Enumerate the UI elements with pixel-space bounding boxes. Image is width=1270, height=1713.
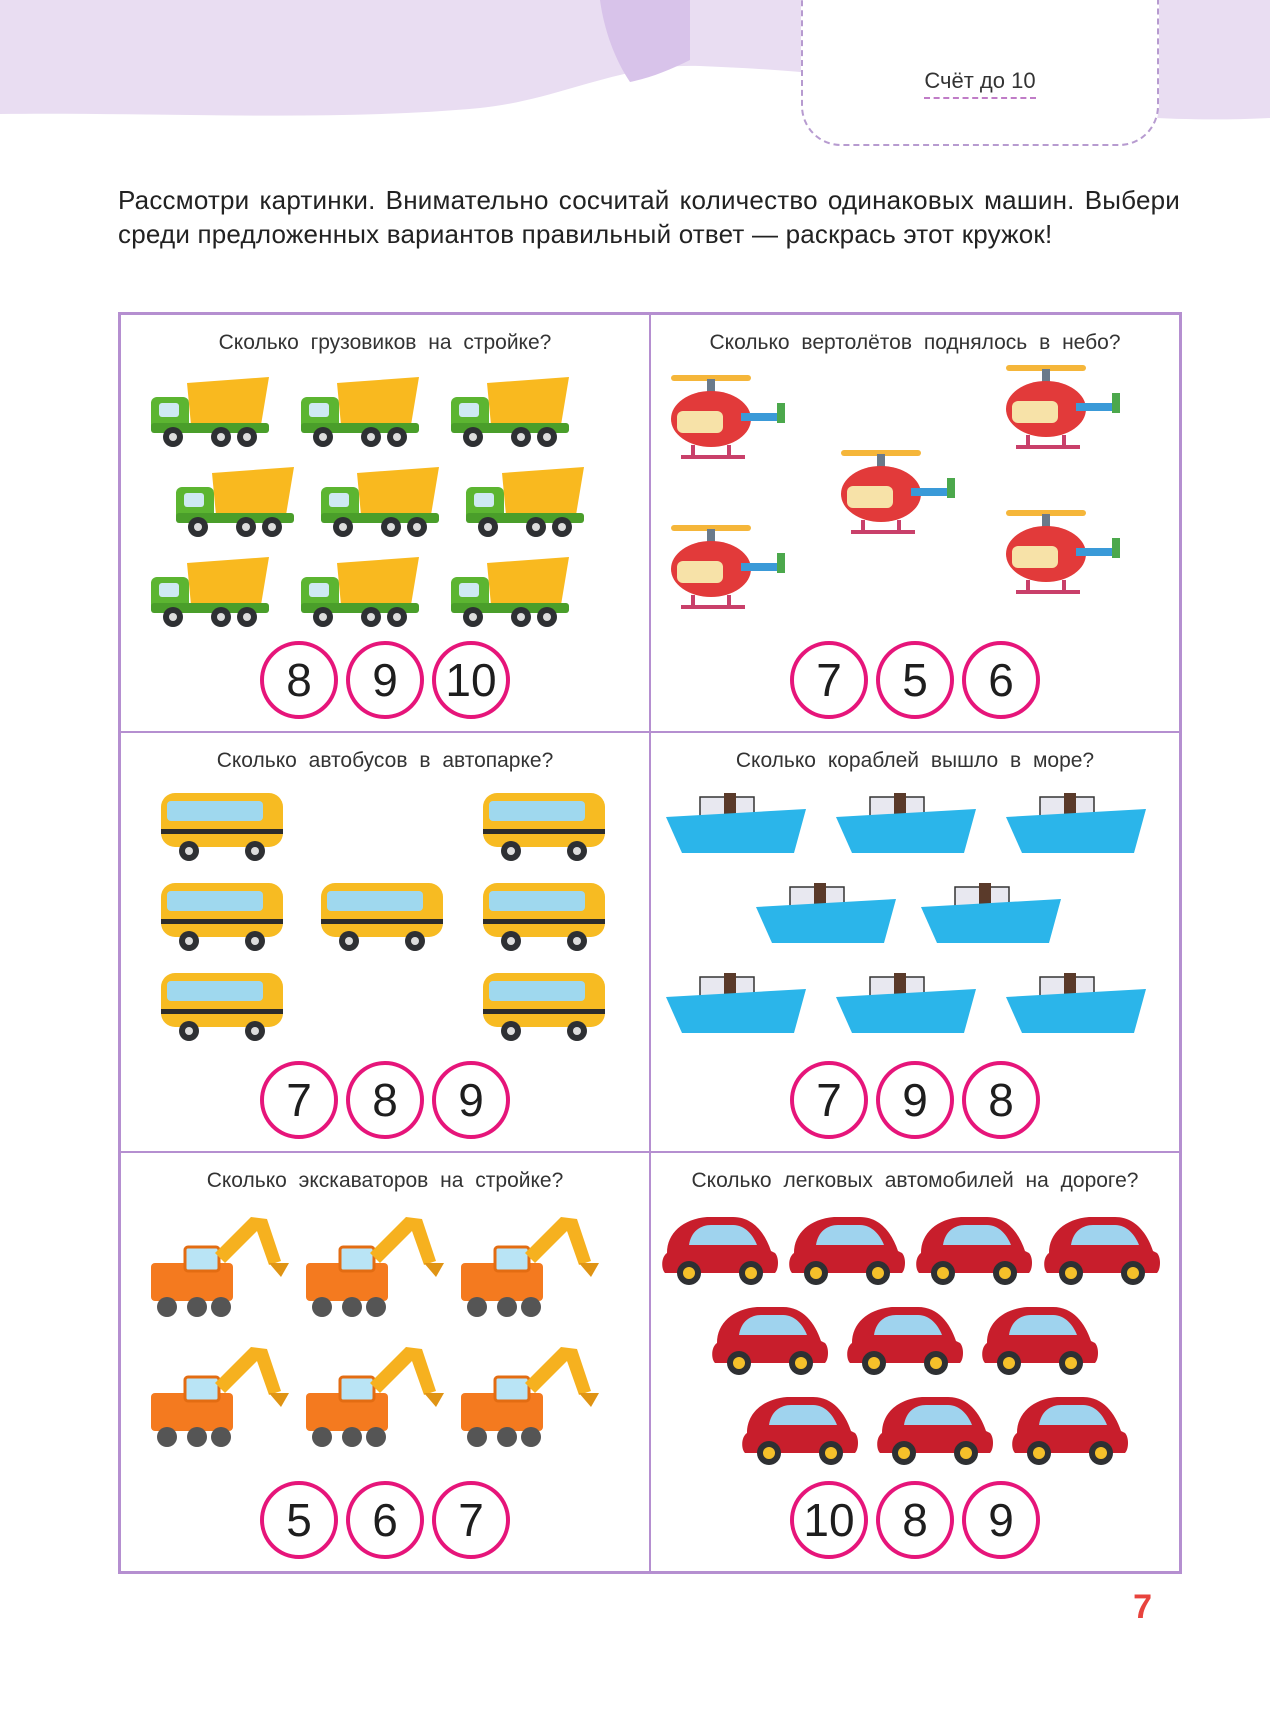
question: Сколько легковых автомобилей на дороге? <box>691 1169 1139 1192</box>
task-cars <box>650 1152 1180 1572</box>
answer-options <box>121 1481 649 1559</box>
answer-option[interactable]: 8 <box>346 1061 424 1139</box>
answer-options <box>121 641 649 719</box>
answer-option[interactable]: 7 <box>790 1061 868 1139</box>
bus-icon <box>121 783 651 1073</box>
answer-option[interactable]: 9 <box>962 1481 1040 1559</box>
task-helicopters <box>650 314 1180 732</box>
helicopter-icon <box>651 365 1181 655</box>
answer-option[interactable]: 8 <box>876 1481 954 1559</box>
question: Сколько экскаваторов на стройке? <box>206 1169 564 1192</box>
answer-option[interactable]: 8 <box>260 641 338 719</box>
task-excavators <box>120 1152 650 1572</box>
answer-option[interactable]: 7 <box>432 1481 510 1559</box>
question: Сколько автобусов в автопарке? <box>216 749 554 772</box>
answer-option[interactable]: 7 <box>790 641 868 719</box>
answer-option[interactable]: 6 <box>962 641 1040 719</box>
answer-option[interactable]: 9 <box>346 641 424 719</box>
task-ships <box>650 732 1180 1152</box>
instruction-text: Рассмотри картинки. Внимательно сосчитай количество одинаковых машин. Выбери среди предложенных вариантов правильный ответ — раскрась этот кружок! <box>118 185 1180 249</box>
task-trucks <box>120 314 650 732</box>
task-grid <box>118 312 1182 1574</box>
answer-option[interactable]: 10 <box>432 641 510 719</box>
answer-option[interactable]: 5 <box>260 1481 338 1559</box>
section-title: Счёт до 10 <box>801 68 1159 94</box>
answer-option[interactable]: 9 <box>876 1061 954 1139</box>
answer-option[interactable]: 5 <box>876 641 954 719</box>
question: Сколько кораблей вышло в море? <box>735 749 1095 772</box>
ship-icon <box>651 783 1181 1073</box>
answer-options <box>651 1061 1179 1139</box>
answer-options <box>651 1481 1179 1559</box>
answer-option[interactable]: 10 <box>790 1481 868 1559</box>
answer-option[interactable]: 9 <box>432 1061 510 1139</box>
answer-options <box>651 641 1179 719</box>
question: Сколько вертолётов поднялось в небо? <box>709 331 1121 354</box>
excavator-icon <box>121 1203 651 1493</box>
car-icon <box>651 1203 1181 1493</box>
answer-option[interactable]: 6 <box>346 1481 424 1559</box>
question: Сколько грузовиков на стройке? <box>218 331 552 354</box>
page-number: 7 <box>1133 1588 1152 1626</box>
answer-option[interactable]: 8 <box>962 1061 1040 1139</box>
answer-option[interactable]: 7 <box>260 1061 338 1139</box>
dump-truck-icon <box>121 365 651 655</box>
task-buses <box>120 732 650 1152</box>
answer-options <box>121 1061 649 1139</box>
